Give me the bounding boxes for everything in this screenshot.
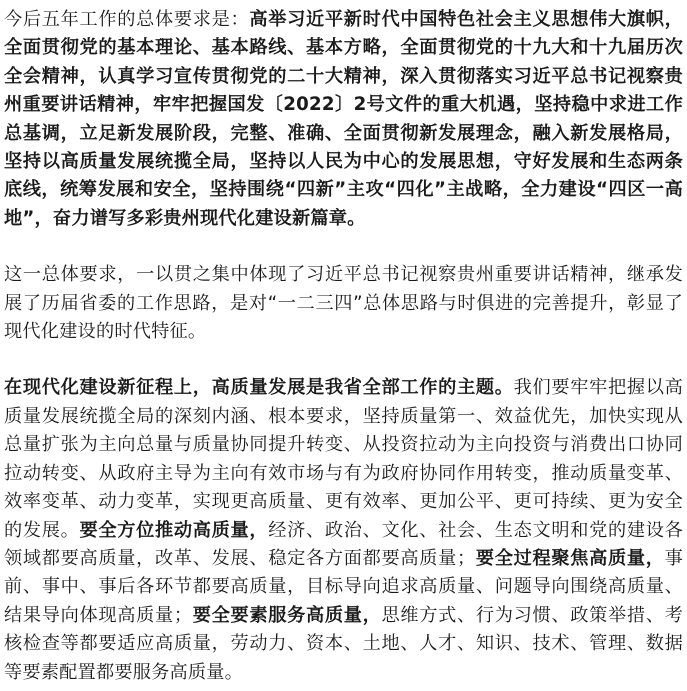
paragraph-high-quality-development [4,374,683,686]
paragraph-explanation [4,261,683,346]
text-run: 思维方式、行为习惯、政策举措、考核检查等都要适应高质量，劳动力、资本、土地、人才、知识、技术、管理、数据等要素配置都要服务高质量。 [4,604,683,683]
text-run-bold: 高举习近平新时代中国特色社会主义思想伟大旗帜，全面贯彻党的基本理论、基本路线、基本方略，全面贯彻党的十九大和十九届历次全会精神，认真学习宣传贯彻党的二十大精神，深入贯彻落实习近平总书记视察贵州重要讲话精神，牢牢把握国发〔2022〕2号文件的重大机遇，坚持稳中求进工作总基调，立足新发展阶段，完整、准确、全面贯彻新发展理念，融入新发展格局，坚持以高质量发展统揽全局，坚持以人民为中心的发展思想，守好发展和生态两条底线，统筹发展和安全，坚持围绕“四新”主攻“四化”主战略，全力建设“四区一高地”，奋力谱写多彩贵州现代化建设新篇章。 [4,9,683,229]
text-run-bold: 要全过程聚焦高质量， [475,547,665,569]
text-run: 今后五年工作的总体要求是： [4,9,250,30]
paragraph-overall-requirements [4,6,683,233]
text-run-bold: 要全要素服务高质量， [192,604,382,626]
text-run-bold: 要全方位推动高质量， [79,519,269,541]
text-run: 这一总体要求，一以贯之集中体现了习近平总书记视察贵州重要讲话精神，继承发展了历届省委的工作思路，是对“一二三四”总体思路与时俱进的完善提升，彰显了现代化建设的时代特征。 [4,264,683,343]
text-run: 经济、政治、文化、社会、生态文明和党的建设各领域都要高质量，改革、发展、稳定各方面都要高质量； [4,519,683,569]
text-run: 事前、事中、事后各环节都要高质量，目标导向追求高质量、问题导向围绕高质量、结果导向体现高质量； [4,547,683,626]
text-run: 我们要牢牢把握以高质量发展统揽全局的深刻内涵、根本要求，坚持质量第一、效益优先，加快实现从总量扩张为主向总量与质量协同提升转变、从投资拉动为主向投资与消费出口协同拉动转变、从政府主导为主向有效市场与有为政府协同作用转变，推动质量变革、效率变革、动力变革，实现更高质量、更有效率、更加公平、更可持续、更为安全的发展。 [4,377,683,541]
text-run-bold: 在现代化建设新征程上，高质量发展是我省全部工作的主题。 [4,377,514,399]
